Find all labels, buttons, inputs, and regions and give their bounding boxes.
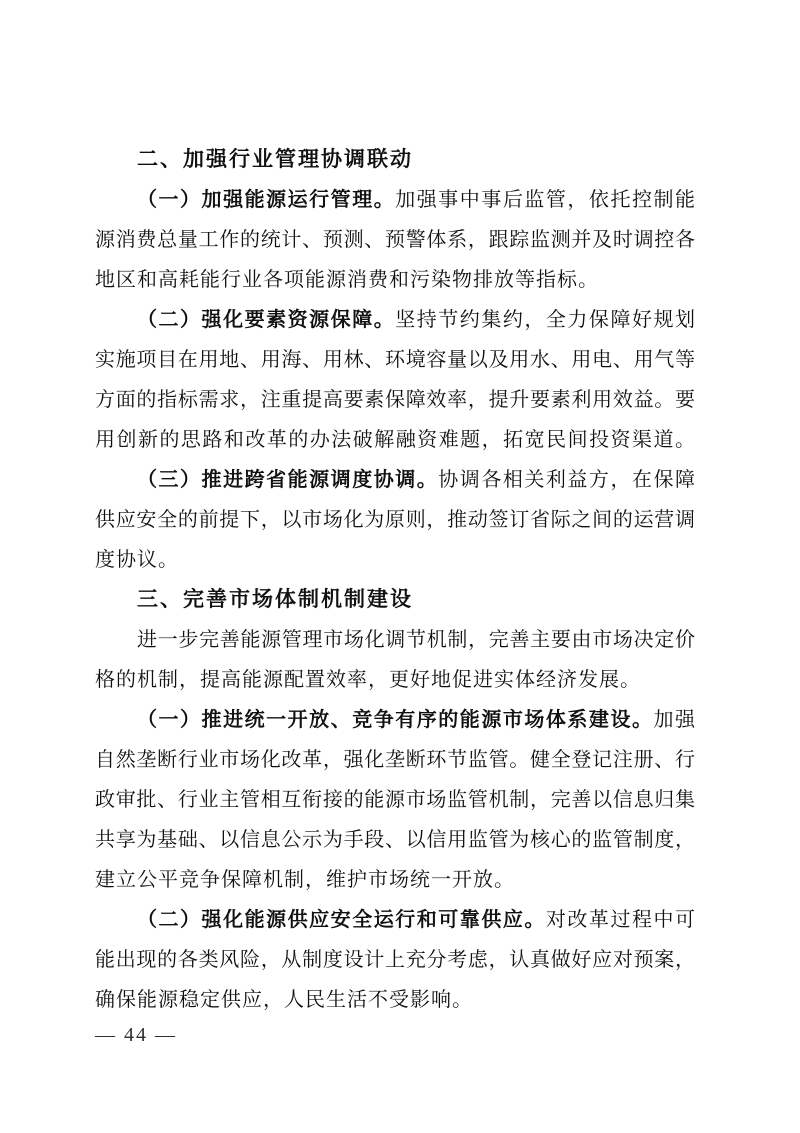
body-text: 实施项目在用地、用海、用林、环境容量以及用水、用电、用气等 — [95, 349, 695, 371]
text-line — [95, 900, 695, 940]
body-text: 确保能源稳定供应，人民生活不受影响。 — [95, 989, 473, 1011]
text-line — [95, 660, 695, 700]
bold-lead-text: 三、完善市场体制机制建设 — [137, 588, 413, 611]
body-text: 供应安全的前提下，以市场化为原则，推动签订省际之间的运营调 — [95, 509, 695, 531]
body-text: 共享为基础、以信息公示为手段、以信用监管为核心的监管制度， — [95, 829, 695, 851]
text-line — [95, 860, 695, 900]
document-body — [95, 140, 695, 1020]
bold-lead-text: （二）强化能源供应安全运行和可靠供应。 — [137, 909, 546, 931]
section-heading — [95, 580, 695, 620]
bold-lead-text: （三）推进跨省能源调度协调。 — [137, 469, 439, 491]
body-text: 对改革过程中可 — [545, 909, 695, 931]
body-text: 加强 — [653, 709, 695, 731]
text-line — [95, 420, 695, 460]
text-line — [95, 260, 695, 300]
body-text: 方面的指标需求，注重提高要素保障效率，提升要素利用效益。要 — [95, 389, 695, 411]
text-line — [95, 500, 695, 540]
text-line — [95, 620, 695, 660]
body-text: 自然垄断行业市场化改革，强化垄断环节监管。健全登记注册、行 — [95, 749, 695, 771]
text-line — [95, 380, 695, 420]
text-line — [95, 460, 695, 500]
body-text: 建立公平竞争保障机制，维护市场统一开放。 — [95, 869, 515, 891]
text-line — [95, 780, 695, 820]
bold-lead-text: （一）加强能源运行管理。 — [137, 189, 396, 211]
bold-lead-text: 二、加强行业管理协调联动 — [137, 148, 413, 171]
text-line — [95, 820, 695, 860]
body-text: 政审批、行业主管相互衔接的能源市场监管机制，完善以信息归集 — [95, 789, 695, 811]
body-text: 度协议。 — [95, 549, 179, 571]
body-text: 用创新的思路和改革的办法破解融资难题，拓宽民间投资渠道。 — [95, 429, 695, 451]
text-line — [95, 940, 695, 980]
body-text: 协调各相关利益方，在保障 — [438, 469, 695, 491]
text-line — [95, 300, 695, 340]
page-number: — 44 — — [95, 1024, 177, 1046]
body-text: 加强事中事后监管，依托控制能 — [395, 189, 695, 211]
body-text: 进一步完善能源管理市场化调节机制，完善主要由市场决定价 — [137, 629, 695, 651]
text-line — [95, 700, 695, 740]
section-heading — [95, 140, 695, 180]
text-line — [95, 180, 695, 220]
body-text: 源消费总量工作的统计、预测、预警体系，跟踪监测并及时调控各 — [95, 229, 695, 251]
text-line — [95, 740, 695, 780]
bold-lead-text: （二）强化要素资源保障。 — [137, 309, 396, 331]
text-line — [95, 220, 695, 260]
text-line — [95, 980, 695, 1020]
body-text: 能出现的各类风险，从制度设计上充分考虑，认真做好应对预案， — [95, 949, 695, 971]
bold-lead-text: （一）推进统一开放、竞争有序的能源市场体系建设。 — [137, 709, 654, 731]
body-text: 坚持节约集约，全力保障好规划 — [395, 309, 695, 331]
text-line — [95, 340, 695, 380]
text-line — [95, 540, 695, 580]
body-text: 地区和高耗能行业各项能源消费和污染物排放等指标。 — [95, 269, 599, 291]
body-text: 格的机制，提高能源配置效率，更好地促进实体经济发展。 — [95, 669, 641, 691]
